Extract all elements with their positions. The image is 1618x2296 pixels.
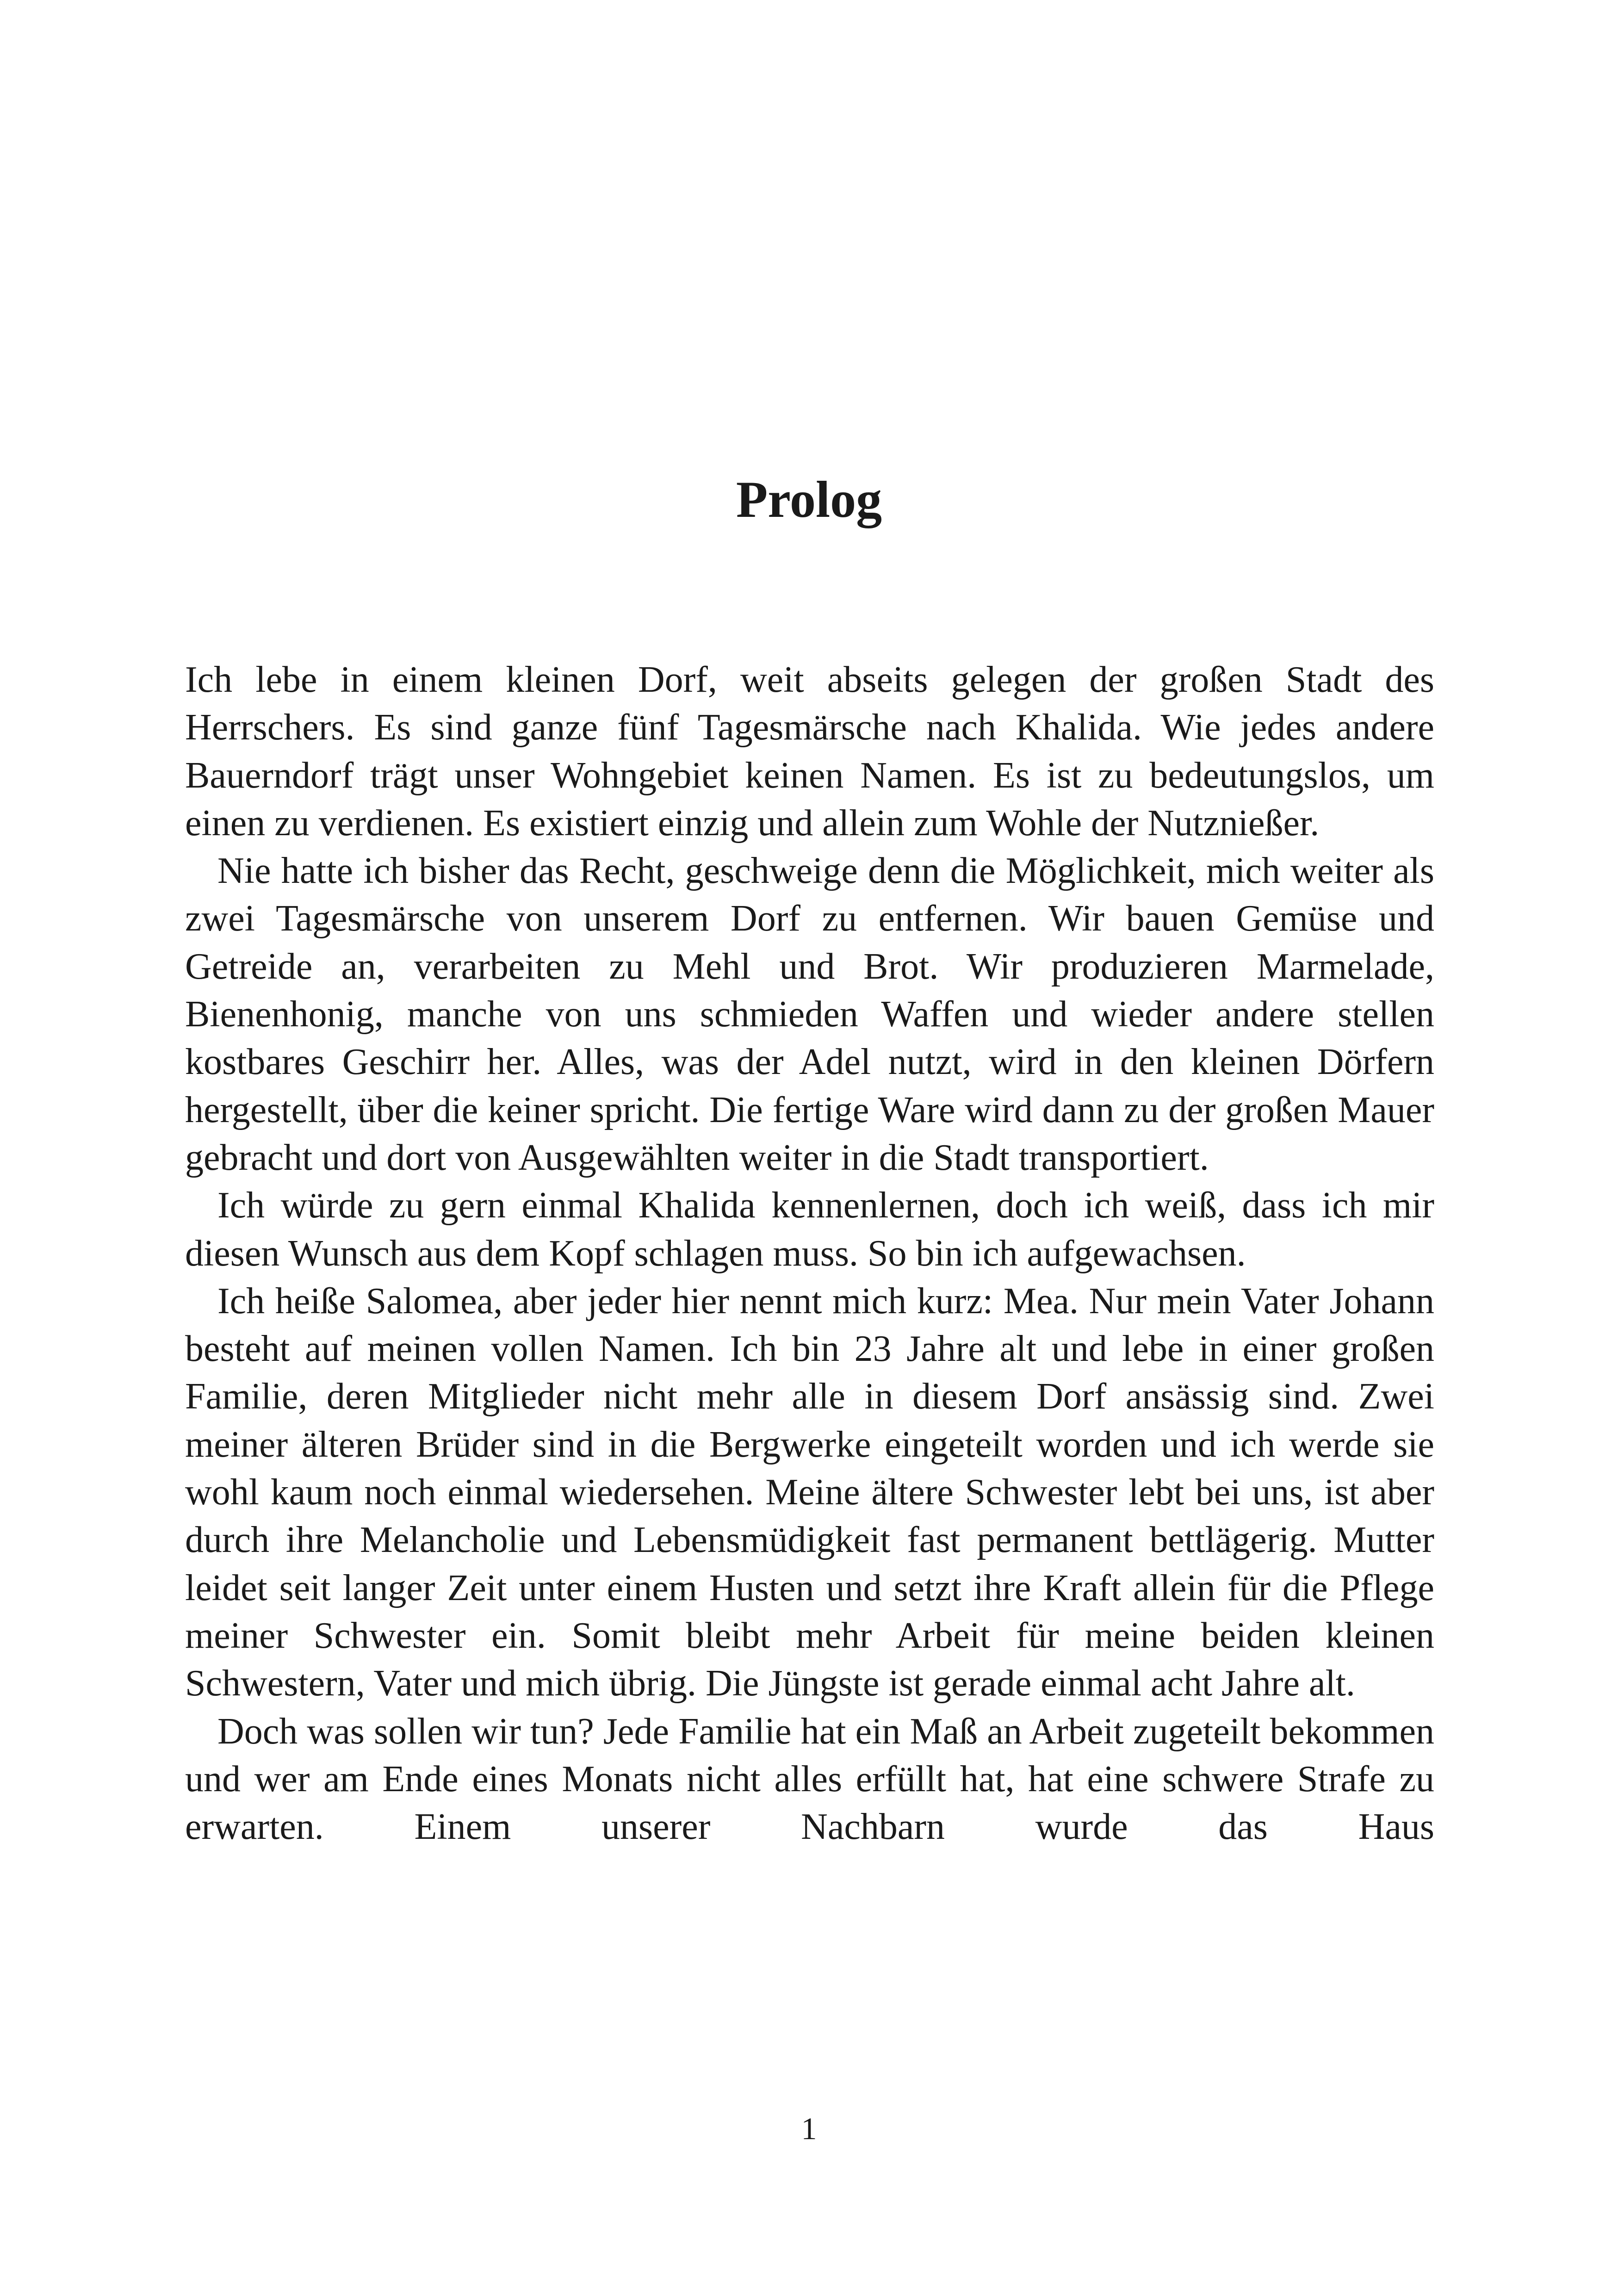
paragraph: Ich würde zu gern einmal Khalida kennenlernen, doch ich weiß, dass ich mir diesen Wunsch aus dem Kopf schlagen muss. So bin ich aufgewachsen. (185, 1185, 1434, 1274)
paragraph: Nie hatte ich bisher das Recht, geschweige denn die Möglichkeit, mich weiter als zwei Tagesmärsche von unserem Dorf zu entfernen. Wir bauen Gemüse und Getreide an, verarbeiten zu Mehl und Brot. Wir produzieren Marmelade, Bienenhonig, manche von uns schmieden Waffen und wieder andere stellen kostbares Geschirr her. Alles, was der Adel nutzt, wird in den kleinen Dörfern hergestellt, über die keiner spricht. Die fertige Ware wird dann zu der großen Mauer gebracht und dort von Ausgewählten weiter in die Stadt transportiert. (185, 850, 1434, 1178)
chapter-title: Prolog (736, 471, 882, 528)
body-text (185, 656, 1434, 1851)
paragraph: Ich lebe in einem kleinen Dorf, weit abseits gelegen der großen Stadt des Herrschers. Es sind ganze fünf Tagesmärsche nach Khalida. Wie jedes andere Bauerndorf trägt unser Wohngebiet keinen Namen. Es ist zu bedeutungslos, um einen zu verdienen. Es existiert einzig und allein zum Wohle der Nutznießer. (185, 659, 1434, 844)
page-number: 1 (801, 2111, 817, 2146)
paragraph: Ich heiße Salomea, aber jeder hier nennt mich kurz: Mea. Nur mein Vater Johann besteht auf meinen vollen Namen. Ich bin 23 Jahre alt und lebe in einer großen Familie, deren Mitglieder nicht mehr alle in diesem Dorf ansässig sind. Zwei meiner älteren Brüder sind in die Bergwerke eingeteilt worden und ich werde sie wohl kaum noch einmal wiedersehen. Meine ältere Schwester lebt bei uns, ist aber durch ihre Melancholie und Lebensmüdigkeit fast permanent bettlägerig. Mutter leidet seit langer Zeit unter einem Husten und setzt ihre Kraft allein für die Pflege meiner Schwester ein. Somit bleibt mehr Arbeit für meine beiden kleinen Schwestern, Vater und mich übrig. Die Jüngste ist gerade einmal acht Jahre alt. (185, 1280, 1434, 1704)
paragraph: Doch was sollen wir tun? Jede Familie hat ein Maß an Arbeit zugeteilt bekommen und wer am Ende eines Monats nicht alles erfüllt hat, hat eine schwere Strafe zu erwarten. Einem unserer Nachbarn wurde das Haus (185, 1711, 1434, 1848)
